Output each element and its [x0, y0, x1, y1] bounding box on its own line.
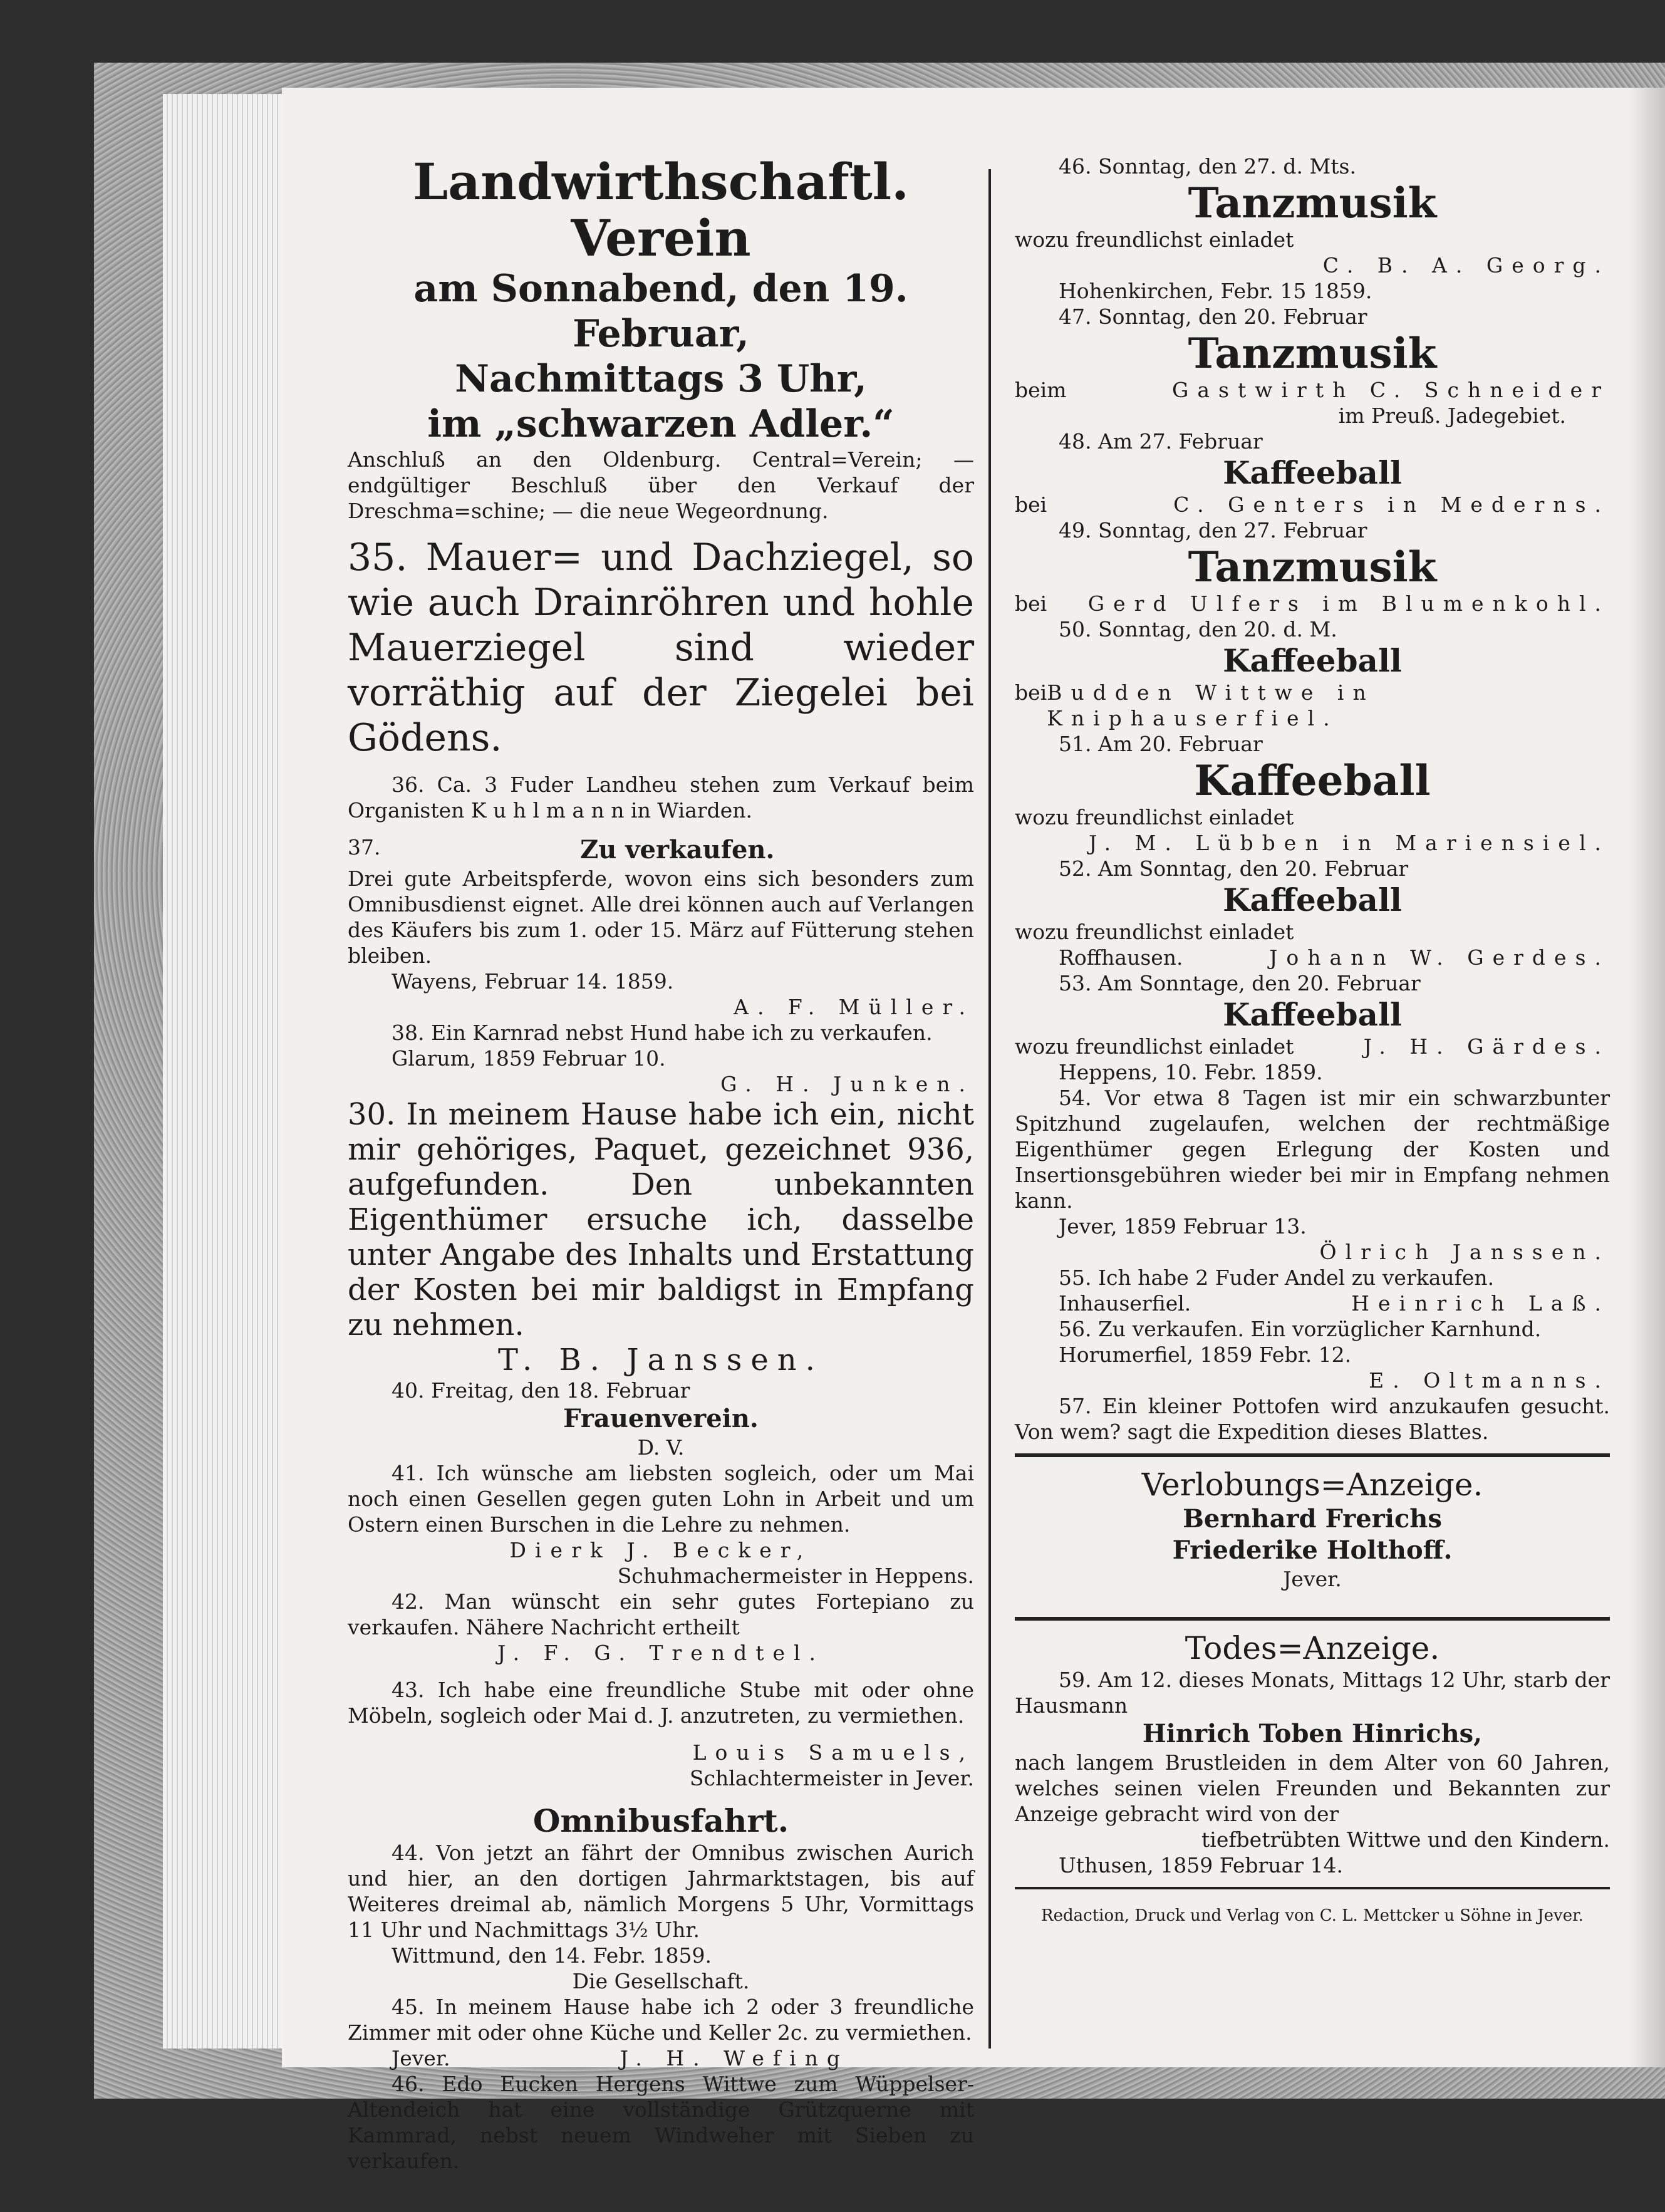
ad-56-signature: E. Oltmanns. — [1369, 1368, 1610, 1393]
verein-date: am Sonnabend, den 19. Februar, — [413, 267, 908, 356]
death-name: Hinrich Toben Hinrichs, — [1142, 1719, 1483, 1748]
left-column — [348, 153, 974, 2174]
ad-48-signature: C. Genters in Mederns. — [1173, 492, 1610, 517]
death-text-2: nach langem Brustleiden in dem Alter von 60 Jahren, welches seinen vielen Freunden und Bekannten zur Anzeige gebracht wird von der — [1015, 1750, 1610, 1826]
ad-51-heading: Kaffeeball — [1194, 756, 1431, 805]
ad-48-date: 48. Am 27. Februar — [1059, 429, 1263, 454]
ad-47-signature: Gastwirth C. Schneider — [1172, 378, 1610, 402]
ad-47-beim: beim — [1015, 378, 1067, 402]
ad-51-date: 51. Am 20. Februar — [1059, 732, 1263, 756]
ad-55 — [1015, 1265, 1610, 1316]
section-rule — [1015, 1453, 1610, 1457]
ad-53-heading: Kaffeeball — [1223, 996, 1402, 1033]
ad-45 — [348, 1994, 974, 2071]
ad-47-signature-line2: im Preuß. Jadegebiet. — [1338, 403, 1566, 428]
section-rule — [1015, 1617, 1610, 1621]
ad-45-place: Jever. — [392, 2046, 450, 2070]
ad-51 — [1015, 731, 1610, 856]
ad-42 — [348, 1589, 974, 1666]
engagement-heading: Verlobungs=Anzeige. — [1141, 1467, 1483, 1503]
ad-30-text: 30. In meinem Hause habe ich ein, nicht mir gehöriges, Paquet, gezeichnet 936, aufgefunden. Den unbekannten Eigenthümer ersuche ich, dasselbe unter Angabe des Inhalts und Erstattung der Kosten bei mir baldigst in Empfang zu nehmen. — [348, 1097, 974, 1342]
ad-40-date: 40. Freitag, den 18. Februar — [392, 1378, 690, 1403]
engagement-place: Jever. — [1283, 1567, 1342, 1591]
ad-43-text: 43. Ich habe eine freundliche Stube mit oder ohne Möbeln, sogleich oder Mai d. J. anzutreten, zu vermiethen. — [348, 1678, 974, 1728]
page-edges — [163, 94, 288, 2048]
ad-55-place: Inhauserfiel. — [1059, 1291, 1191, 1316]
death-text-1: 59. Am 12. dieses Monats, Mittags 12 Uhr, starb der Hausmann — [1015, 1668, 1610, 1718]
ad-44 — [348, 1802, 974, 1994]
death-heading: Todes=Anzeige. — [1185, 1630, 1440, 1666]
ad-46-signature: C. B. A. Georg. — [1322, 253, 1610, 278]
ad-56-text: 56. Zu verkaufen. Ein vorzüglicher Karnhund. — [1059, 1317, 1542, 1341]
ad-49 — [1015, 517, 1610, 616]
ad-37-text: Drei gute Arbeitspferde, wovon eins sich besonders zum Omnibusdienst eignet. Alle drei können auch auf Verlangen des Käufers bis zum 1. oder 15. März auf Fütterung stehen bleiben. — [348, 866, 974, 968]
ad-49-signature: Gerd Ulfers im Blumenkohl. — [1087, 591, 1610, 616]
ad-48-heading: Kaffeeball — [1223, 454, 1402, 491]
ad-49-date: 49. Sonntag, den 27. Februar — [1059, 518, 1367, 543]
engagement-notice — [1015, 1466, 1610, 1592]
ad-44-place: Wittmund, den 14. Febr. 1859. — [392, 1943, 712, 1968]
ad-48 — [1015, 428, 1610, 517]
ad-54-signature: Ölrich Janssen. — [1319, 1240, 1610, 1264]
ad-36: 36. Ca. 3 Fuder Landheu stehen zum Verkauf beim Organisten K u h l m a n n in Wiarden. — [348, 772, 974, 823]
ad-44-text: 44. Von jetzt an fährt der Omnibus zwischen Aurich und hier, an den dortigen Jahrmarktstagen, bis auf Weiteres dreimal ab, nämlich Morgens 5 Uhr, Vormittags 11 Uhr und Nachmittags 3½ Uhr. — [348, 1841, 974, 1942]
ad-48-bei: bei — [1015, 492, 1047, 517]
ad-46-place: Hohenkirchen, Febr. 15 1859. — [1059, 279, 1372, 303]
page-gutter-shadow — [1629, 88, 1665, 2067]
ad-46-left: 46. Edo Eucken Hergens Wittwe zum Wüppelser-Altendeich hat eine vollständige Grützquerne mit Kammrad, nebst neuem Windweher mit Sieben zu verkaufen. — [348, 2072, 974, 2173]
ad-37-heading: Zu verkaufen. — [580, 835, 775, 865]
ad-53-date: 53. Am Sonntage, den 20. Februar — [1059, 971, 1421, 995]
ad-53-signature: J. H. Gärdes. — [1363, 1034, 1610, 1059]
ad-44-heading: Omnibusfahrt. — [532, 1802, 789, 1839]
engagement-name-1: Bernhard Frerichs — [1183, 1504, 1442, 1534]
ad-50-signature: Budden Wittwe in Kniphauserfiel. — [1047, 680, 1375, 730]
ad-51-signature: J. M. Lübben in Mariensiel. — [1088, 831, 1610, 855]
ad-40 — [348, 1378, 974, 1460]
ad-50-date: 50. Sonntag, den 20. d. M. — [1059, 617, 1337, 641]
ad-53-invite: wozu freundlichst einladet — [1015, 1034, 1294, 1059]
ad-35: 35. Mauer= und Dachziegel, so wie auch Drainröhren und hohle Mauerziegel sind wieder vorräthig auf der Ziegelei bei Gödens. — [348, 536, 974, 760]
ad-40-heading: Frauenverein. — [563, 1404, 759, 1433]
ad-43 — [348, 1677, 974, 1791]
ad-42-text: 42. Man wünscht ein sehr gutes Fortepiano zu verkaufen. Nähere Nachricht ertheilt — [348, 1589, 974, 1639]
ad-54 — [1015, 1085, 1610, 1265]
verein-time: Nachmittags 3 Uhr, — [455, 357, 867, 401]
ad-54-place: Jever, 1859 Februar 13. — [1059, 1214, 1307, 1238]
ad-41-text: 41. Ich wünsche am liebsten sogleich, oder um Mai noch einen Gesellen gegen guten Lohn in Arbeit und um Ostern einen Burschen in die Lehre zu nehmen. — [348, 1461, 974, 1537]
ad-45-text: 45. In meinem Hause habe ich 2 oder 3 freundliche Zimmer mit oder ohne Küche und Keller 2c. zu vermiethen. — [348, 1995, 974, 2045]
ad-41 — [348, 1460, 974, 1589]
ad-30-signature: T. B. Janssen. — [498, 1342, 824, 1378]
ad-47-date: 47. Sonntag, den 20. Februar — [1059, 304, 1367, 329]
ad-43-signature-line2: Schlachtermeister in Jever. — [689, 1766, 974, 1790]
ad-50-bei: bei — [1015, 680, 1047, 705]
ad-46-heading: Tanzmusik — [1188, 179, 1437, 227]
ad-50-heading: Kaffeeball — [1223, 642, 1402, 679]
death-notice — [1015, 1629, 1610, 1878]
ad-52-date: 52. Am Sonntag, den 20. Februar — [1059, 856, 1409, 881]
ad-56-place: Horumerfiel, 1859 Febr. 12. — [1059, 1342, 1352, 1367]
ad-30 — [348, 1097, 974, 1378]
ad-49-heading: Tanzmusik — [1188, 543, 1437, 591]
ad-52-signature: Johann W. Gerdes. — [1269, 945, 1610, 970]
verein-notice — [348, 153, 974, 524]
ad-55-signature: Heinrich Laß. — [1351, 1291, 1610, 1316]
printer-imprint: Redaction, Druck und Verlag von C. L. Mettcker u Söhne in Jever. — [1041, 1906, 1584, 1925]
ad-38-signature: G. H. Junken. — [720, 1072, 974, 1096]
ad-38 — [348, 1020, 974, 1097]
right-column — [1015, 153, 1610, 1942]
ad-44-signature: Die Gesellschaft. — [572, 1969, 750, 1993]
ad-46-date: 46. Sonntag, den 27. d. Mts. — [1059, 154, 1356, 179]
engagement-name-2: Friederike Holthoff. — [1172, 1535, 1453, 1565]
ad-51-invite: wozu freundlichst einladet — [1015, 805, 1294, 829]
verein-place: im „schwarzen Adler.“ — [427, 402, 895, 446]
ad-52-place: Roffhausen. — [1059, 945, 1183, 970]
ad-52-heading: Kaffeeball — [1223, 881, 1402, 918]
ad-57: 57. Ein kleiner Pottofen wird anzukaufen gesucht. Von wem? sagt die Expedition dieses Blattes. — [1015, 1394, 1610, 1444]
ad-47 — [1015, 304, 1610, 428]
ad-53-place: Heppens, 10. Febr. 1859. — [1059, 1060, 1323, 1084]
ad-52 — [1015, 856, 1610, 970]
verein-title: Landwirthschaftl. Verein — [412, 152, 910, 267]
death-place: Uthusen, 1859 Februar 14. — [1059, 1853, 1343, 1877]
ad-47-heading: Tanzmusik — [1188, 329, 1437, 378]
ad-38-place: Glarum, 1859 Februar 10. — [392, 1046, 666, 1071]
ad-49-bei: bei — [1015, 591, 1047, 616]
footer-rule — [1015, 1887, 1610, 1889]
ad-38-text: 38. Ein Karnrad nebst Hund habe ich zu verkaufen. — [392, 1020, 933, 1045]
ad-42-signature: J. F. G. Trendtel. — [497, 1641, 825, 1665]
verein-text: Anschluß an den Oldenburg. Central=Verein; — endgültiger Beschluß über den Verkauf der Dreschma=schine; — die neue Wegeordnung. — [348, 447, 974, 523]
ad-52-invite: wozu freundlichst einladet — [1015, 920, 1294, 944]
ad-43-signature: Louis Samuels, — [692, 1740, 974, 1765]
ad-40-signature: D. V. — [637, 1435, 685, 1460]
ad-54-text: 54. Vor etwa 8 Tagen ist mir ein schwarzbunter Spitzhund zugelaufen, welchen der rechtmäßige Eigenthümer gegen Erlegung der Kosten und Insertionsgebühren wieder bei mir in Empfang nehmen kann. — [1015, 1086, 1610, 1213]
ad-41-signature: Dierk J. Becker, — [509, 1538, 812, 1562]
ad-53 — [1015, 970, 1610, 1085]
death-signature: tiefbetrübten Wittwe und den Kindern. — [1201, 1827, 1610, 1852]
ad-46 — [1015, 153, 1610, 304]
ad-56 — [1015, 1316, 1610, 1393]
ad-45-signature: J. H. Wefing — [620, 2046, 849, 2070]
ad-50 — [1015, 616, 1610, 731]
column-divider — [988, 169, 991, 2048]
ad-37-place: Wayens, Februar 14. 1859. — [392, 969, 674, 994]
ad-46-invite: wozu freundlichst einladet — [1015, 227, 1294, 252]
ad-37-signature: A. F. Müller. — [734, 995, 974, 1019]
ad-37-number: 37. — [348, 835, 381, 859]
ad-37 — [348, 834, 974, 1020]
ad-55-text: 55. Ich habe 2 Fuder Andel zu verkaufen. — [1059, 1265, 1495, 1290]
ad-41-signature-line2: Schuhmachermeister in Heppens. — [617, 1564, 974, 1588]
